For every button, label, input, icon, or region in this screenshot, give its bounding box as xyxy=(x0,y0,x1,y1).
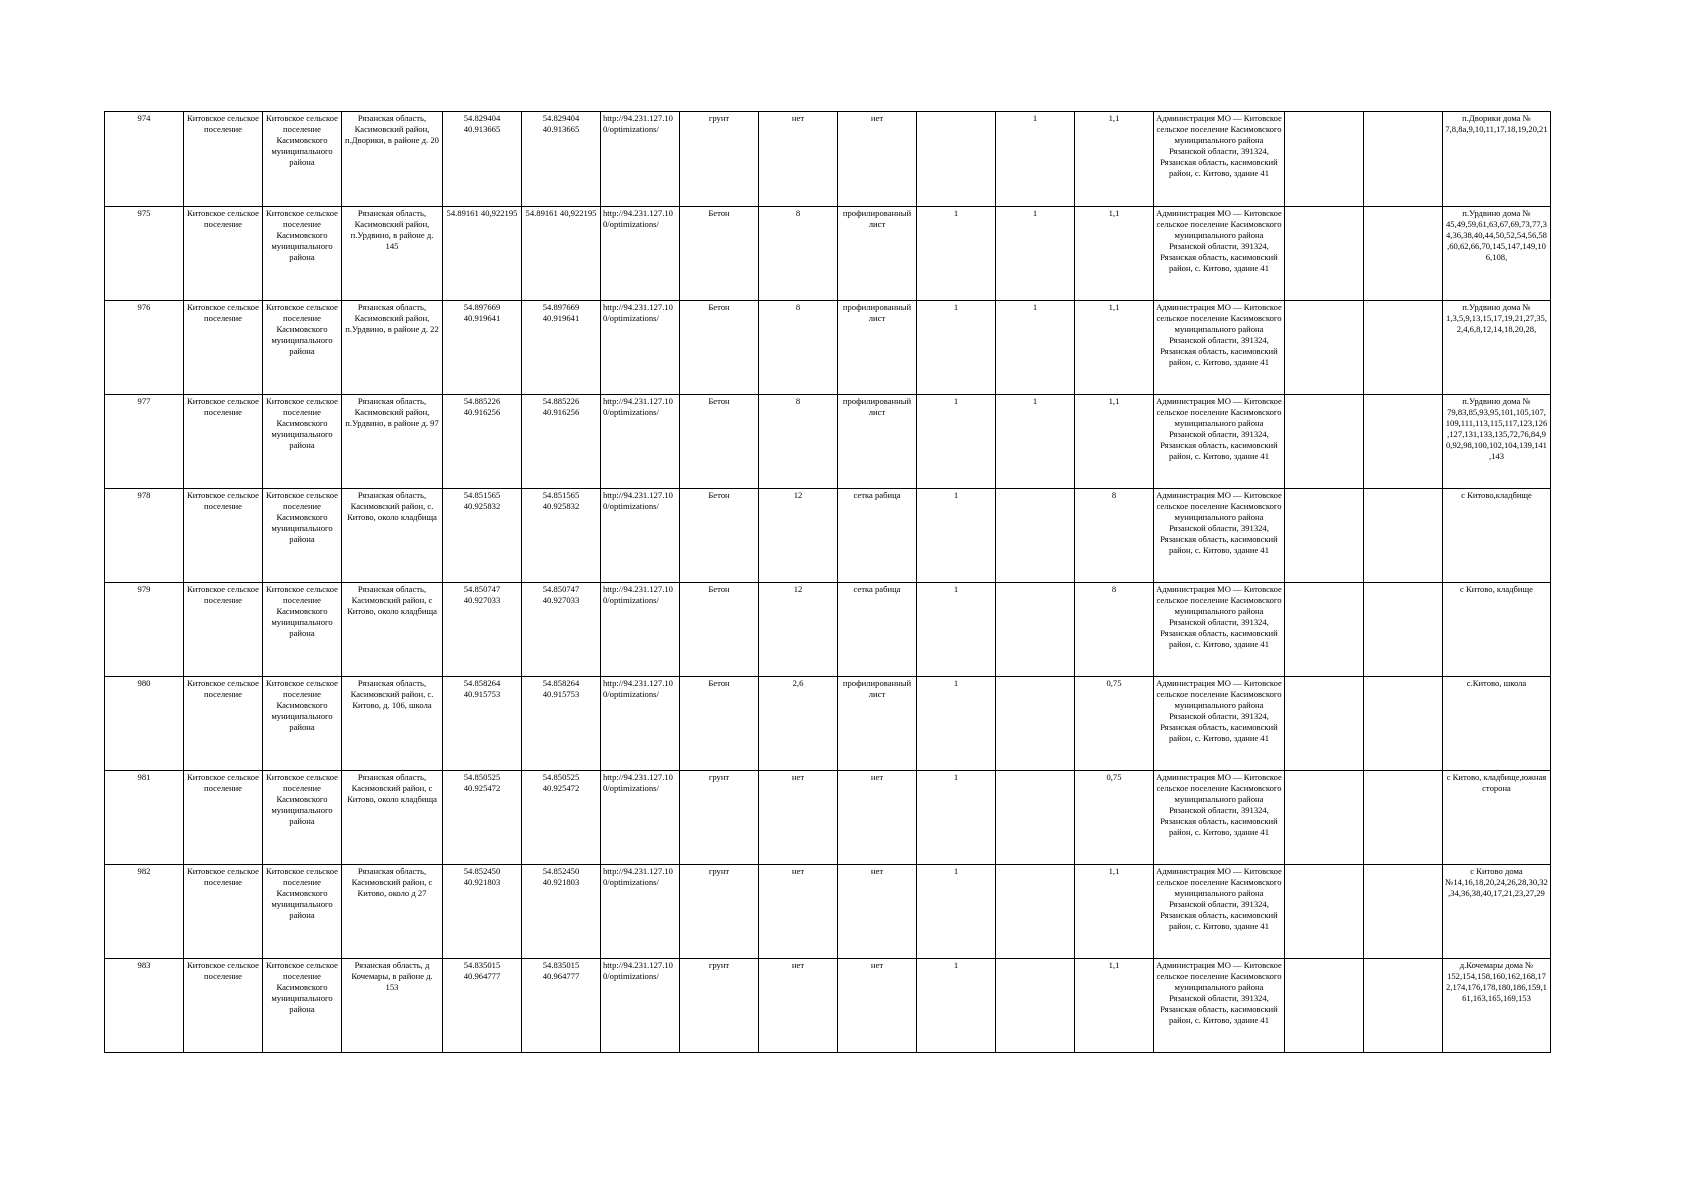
admin-cell: Администрация МО — Китовское сельское поселение Касимовского муниципального района Рязанской области, 391324, Рязанская область, касимовский район, с. Китово, здание 41 xyxy=(1154,677,1285,771)
settlement-cell: Китовское сельское поселение xyxy=(184,207,263,301)
owner-cell: Китовское сельское поселение Касимовского муниципального района xyxy=(263,771,342,865)
empty-cell-2 xyxy=(1364,865,1443,959)
count-cell: 1 xyxy=(917,771,996,865)
address-cell: Рязанская область, Касимовский район, с. Китово, д. 106, школа xyxy=(342,677,443,771)
coordinates-cell-2: 54.897669 40.919641 xyxy=(522,301,601,395)
settlement-cell: Китовское сельское поселение xyxy=(184,112,263,207)
settlement-cell: Китовское сельское поселение xyxy=(184,395,263,489)
table-row xyxy=(105,489,1551,583)
area-cell: нет xyxy=(759,112,838,207)
owner-cell: Китовское сельское поселение Касимовского муниципального района xyxy=(263,301,342,395)
admin-cell: Администрация МО — Китовское сельское поселение Касимовского муниципального района Рязанской области, 391324, Рязанская область, касимовский район, с. Китово, здание 41 xyxy=(1154,301,1285,395)
link-cell: http://94.231.127.100/optimizations/ xyxy=(601,207,680,301)
admin-cell: Администрация МО — Китовское сельское поселение Касимовского муниципального района Рязанской области, 391324, Рязанская область, касимовский район, с. Китово, здание 41 xyxy=(1154,865,1285,959)
count-cell: 1 xyxy=(917,301,996,395)
address-cell: Рязанская область, Касимовский район, п.Урдвино, в районе д. 22 xyxy=(342,301,443,395)
row-number: 979 xyxy=(105,583,184,677)
link-cell: http://94.231.127.100/optimizations/ xyxy=(601,489,680,583)
table-row xyxy=(105,771,1551,865)
count-cell: 1 xyxy=(917,207,996,301)
settlement-cell: Китовское сельское поселение xyxy=(184,489,263,583)
link-cell: http://94.231.127.100/optimizations/ xyxy=(601,771,680,865)
fence-cell: профилированный лист xyxy=(838,301,917,395)
coordinates-cell-2: 54.850747 40.927033 xyxy=(522,583,601,677)
count-cell: 1 xyxy=(917,489,996,583)
area-cell: 8 xyxy=(759,207,838,301)
count-cell-2 xyxy=(996,489,1075,583)
empty-cell-2 xyxy=(1364,771,1443,865)
area-cell: нет xyxy=(759,865,838,959)
empty-cell-2 xyxy=(1364,207,1443,301)
admin-cell: Администрация МО — Китовское сельское поселение Касимовского муниципального района Рязанской области, 391324, Рязанская область, касимовский район, с. Китово, здание 41 xyxy=(1154,395,1285,489)
count-cell-2 xyxy=(996,583,1075,677)
coordinates-cell: 54.858264 40.915753 xyxy=(443,677,522,771)
coordinates-cell: 54.850525 40.925472 xyxy=(443,771,522,865)
surface-cell: Бетон xyxy=(680,583,759,677)
empty-cell xyxy=(1285,583,1364,677)
area-cell: нет xyxy=(759,959,838,1053)
link-cell: http://94.231.127.100/optimizations/ xyxy=(601,112,680,207)
sources-cell: с Китово, кладбище,южная сторона xyxy=(1443,771,1551,865)
row-number: 982 xyxy=(105,865,184,959)
owner-cell: Китовское сельское поселение Касимовского муниципального района xyxy=(263,395,342,489)
admin-cell: Администрация МО — Китовское сельское поселение Касимовского муниципального района Рязанской области, 391324, Рязанская область, касимовский район, с. Китово, здание 41 xyxy=(1154,112,1285,207)
settlement-cell: Китовское сельское поселение xyxy=(184,583,263,677)
fence-cell: сетка рабица xyxy=(838,489,917,583)
settlement-cell: Китовское сельское поселение xyxy=(184,771,263,865)
owner-cell: Китовское сельское поселение Касимовского муниципального района xyxy=(263,207,342,301)
row-number: 977 xyxy=(105,395,184,489)
count-cell: 1 xyxy=(917,677,996,771)
owner-cell: Китовское сельское поселение Касимовского муниципального района xyxy=(263,677,342,771)
fence-cell: нет xyxy=(838,771,917,865)
table-row xyxy=(105,959,1551,1053)
count-cell: 1 xyxy=(917,395,996,489)
volume-cell: 0,75 xyxy=(1075,771,1154,865)
area-cell: 8 xyxy=(759,395,838,489)
sources-cell: с Китово,кладбище xyxy=(1443,489,1551,583)
empty-cell-2 xyxy=(1364,489,1443,583)
admin-cell: Администрация МО — Китовское сельское поселение Касимовского муниципального района Рязанской области, 391324, Рязанская область, касимовский район, с. Китово, здание 41 xyxy=(1154,771,1285,865)
empty-cell xyxy=(1285,677,1364,771)
fence-cell: нет xyxy=(838,865,917,959)
surface-cell: Бетон xyxy=(680,489,759,583)
empty-cell-2 xyxy=(1364,301,1443,395)
link-cell: http://94.231.127.100/optimizations/ xyxy=(601,395,680,489)
volume-cell: 1,1 xyxy=(1075,959,1154,1053)
count-cell-2 xyxy=(996,771,1075,865)
address-cell: Рязанская область, д Кочемары, в районе д. 153 xyxy=(342,959,443,1053)
admin-cell: Администрация МО — Китовское сельское поселение Касимовского муниципального района Рязанской области, 391324, Рязанская область, касимовский район, с. Китово, здание 41 xyxy=(1154,207,1285,301)
empty-cell-2 xyxy=(1364,677,1443,771)
empty-cell-2 xyxy=(1364,112,1443,207)
surface-cell: грунт xyxy=(680,771,759,865)
coordinates-cell: 54.850747 40.927033 xyxy=(443,583,522,677)
coordinates-cell-2: 54.829404 40.913665 xyxy=(522,112,601,207)
empty-cell xyxy=(1285,301,1364,395)
volume-cell: 8 xyxy=(1075,583,1154,677)
surface-cell: грунт xyxy=(680,865,759,959)
address-cell: Рязанская область, Касимовский район, с Китово, около д 27 xyxy=(342,865,443,959)
owner-cell: Китовское сельское поселение Касимовского муниципального района xyxy=(263,865,342,959)
surface-cell: грунт xyxy=(680,959,759,1053)
address-cell: Рязанская область, Касимовский район, с. Китово, около кладбища xyxy=(342,489,443,583)
address-cell: Рязанская область, Касимовский район, с Китово, около кладбища xyxy=(342,583,443,677)
table-row xyxy=(105,112,1551,207)
count-cell-2: 1 xyxy=(996,301,1075,395)
count-cell: 1 xyxy=(917,583,996,677)
table-row xyxy=(105,865,1551,959)
fence-cell: профилированный лист xyxy=(838,207,917,301)
coordinates-cell: 54.835015 40.964777 xyxy=(443,959,522,1053)
area-cell: 12 xyxy=(759,489,838,583)
link-cell: http://94.231.127.100/optimizations/ xyxy=(601,865,680,959)
coordinates-cell: 54.89161 40,922195 xyxy=(443,207,522,301)
count-cell: 1 xyxy=(917,959,996,1053)
area-cell: нет xyxy=(759,771,838,865)
coordinates-cell-2: 54.858264 40.915753 xyxy=(522,677,601,771)
coordinates-cell-2: 54.89161 40,922195 xyxy=(522,207,601,301)
owner-cell: Китовское сельское поселение Касимовского муниципального района xyxy=(263,112,342,207)
area-cell: 8 xyxy=(759,301,838,395)
address-cell: Рязанская область, Касимовский район, п.Урдвино, в районе д. 97 xyxy=(342,395,443,489)
count-cell-2: 1 xyxy=(996,207,1075,301)
row-number: 983 xyxy=(105,959,184,1053)
row-number: 978 xyxy=(105,489,184,583)
surface-cell: Бетон xyxy=(680,301,759,395)
admin-cell: Администрация МО — Китовское сельское поселение Касимовского муниципального района Рязанской области, 391324, Рязанская область, касимовский район, с. Китово, здание 41 xyxy=(1154,583,1285,677)
empty-cell xyxy=(1285,207,1364,301)
count-cell-2 xyxy=(996,865,1075,959)
sources-cell: п.Урдвино дома № 79,83,85,93,95,101,105,107,109,111,113,115,117,123,126,127,131,133,135,72,76,84,90,92,98,100,102,104,139,141,143 xyxy=(1443,395,1551,489)
volume-cell: 1,1 xyxy=(1075,301,1154,395)
admin-cell: Администрация МО — Китовское сельское поселение Касимовского муниципального района Рязанской области, 391324, Рязанская область, касимовский район, с. Китово, здание 41 xyxy=(1154,489,1285,583)
link-cell: http://94.231.127.100/optimizations/ xyxy=(601,583,680,677)
volume-cell: 0,75 xyxy=(1075,677,1154,771)
fence-cell: профилированный лист xyxy=(838,395,917,489)
coordinates-cell: 54.851565 40.925832 xyxy=(443,489,522,583)
empty-cell xyxy=(1285,865,1364,959)
count-cell-2 xyxy=(996,677,1075,771)
surface-cell: Бетон xyxy=(680,677,759,771)
table-row xyxy=(105,677,1551,771)
coordinates-cell-2: 54.851565 40.925832 xyxy=(522,489,601,583)
coordinates-cell-2: 54.852450 40.921803 xyxy=(522,865,601,959)
coordinates-cell: 54.897669 40.919641 xyxy=(443,301,522,395)
owner-cell: Китовское сельское поселение Касимовского муниципального района xyxy=(263,583,342,677)
settlement-cell: Китовское сельское поселение xyxy=(184,865,263,959)
sources-cell: с Китово дома №14,16,18,20,24,26,28,30,32,34,36,38,40,17,21,23,27,29 xyxy=(1443,865,1551,959)
link-cell: http://94.231.127.100/optimizations/ xyxy=(601,959,680,1053)
empty-cell-2 xyxy=(1364,583,1443,677)
empty-cell xyxy=(1285,771,1364,865)
address-cell: Рязанская область, Касимовский район, п.Дворики, в районе д. 20 xyxy=(342,112,443,207)
volume-cell: 1,1 xyxy=(1075,865,1154,959)
volume-cell: 1,1 xyxy=(1075,395,1154,489)
settlement-cell: Китовское сельское поселение xyxy=(184,301,263,395)
coordinates-cell-2: 54.835015 40.964777 xyxy=(522,959,601,1053)
fence-cell: нет xyxy=(838,112,917,207)
settlement-cell: Китовское сельское поселение xyxy=(184,677,263,771)
sources-cell: п.Урдвино дома № 1,3,5,9,13,15,17,19,21,27,35,2,4,6,8,12,14,18,20,28, xyxy=(1443,301,1551,395)
sources-cell: п.Дворики дома № 7,8,8а,9,10,11,17,18,19,20,21 xyxy=(1443,112,1551,207)
table-row xyxy=(105,395,1551,489)
empty-cell-2 xyxy=(1364,395,1443,489)
row-number: 976 xyxy=(105,301,184,395)
surface-cell: грунт xyxy=(680,112,759,207)
area-cell: 12 xyxy=(759,583,838,677)
coordinates-cell-2: 54.885226 40.916256 xyxy=(522,395,601,489)
surface-cell: Бетон xyxy=(680,207,759,301)
fence-cell: нет xyxy=(838,959,917,1053)
fence-cell: сетка рабица xyxy=(838,583,917,677)
count-cell: 1 xyxy=(917,865,996,959)
link-cell: http://94.231.127.100/optimizations/ xyxy=(601,301,680,395)
table-row xyxy=(105,207,1551,301)
count-cell-2: 1 xyxy=(996,112,1075,207)
empty-cell-2 xyxy=(1364,959,1443,1053)
volume-cell: 1,1 xyxy=(1075,112,1154,207)
owner-cell: Китовское сельское поселение Касимовского муниципального района xyxy=(263,959,342,1053)
coordinates-cell: 54.885226 40.916256 xyxy=(443,395,522,489)
sources-cell: д.Кочемары дома № 152,154,158,160,162,168,172,174,176,178,180,186,159,161,163,165,169,153 xyxy=(1443,959,1551,1053)
sources-cell: с.Китово, школа xyxy=(1443,677,1551,771)
fence-cell: профилированный лист xyxy=(838,677,917,771)
count-cell-2 xyxy=(996,959,1075,1053)
row-number: 974 xyxy=(105,112,184,207)
empty-cell xyxy=(1285,489,1364,583)
link-cell: http://94.231.127.100/optimizations/ xyxy=(601,677,680,771)
empty-cell xyxy=(1285,112,1364,207)
area-cell: 2,6 xyxy=(759,677,838,771)
coordinates-cell: 54.829404 40.913665 xyxy=(443,112,522,207)
address-cell: Рязанская область, Касимовский район, п.Урдвино, в районе д. 145 xyxy=(342,207,443,301)
owner-cell: Китовское сельское поселение Касимовского муниципального района xyxy=(263,489,342,583)
volume-cell: 8 xyxy=(1075,489,1154,583)
count-cell-2: 1 xyxy=(996,395,1075,489)
sources-cell: с Китово, кладбище xyxy=(1443,583,1551,677)
table-row xyxy=(105,301,1551,395)
empty-cell xyxy=(1285,395,1364,489)
row-number: 975 xyxy=(105,207,184,301)
registry-table xyxy=(104,111,1551,1053)
admin-cell: Администрация МО — Китовское сельское поселение Касимовского муниципального района Рязанской области, 391324, Рязанская область, касимовский район, с. Китово, здание 41 xyxy=(1154,959,1285,1053)
sources-cell: п.Урдвино дома № 45,49,59,61,63,67,69,73,77,34,36,38,40,44,50,52,54,56,58,60,62,66,70,145,147,149,106,108, xyxy=(1443,207,1551,301)
row-number: 981 xyxy=(105,771,184,865)
address-cell: Рязанская область, Касимовский район, с Китово, около кладбища xyxy=(342,771,443,865)
settlement-cell: Китовское сельское поселение xyxy=(184,959,263,1053)
coordinates-cell-2: 54.850525 40.925472 xyxy=(522,771,601,865)
coordinates-cell: 54.852450 40.921803 xyxy=(443,865,522,959)
table-row xyxy=(105,583,1551,677)
surface-cell: Бетон xyxy=(680,395,759,489)
row-number: 980 xyxy=(105,677,184,771)
count-cell xyxy=(917,112,996,207)
empty-cell xyxy=(1285,959,1364,1053)
volume-cell: 1,1 xyxy=(1075,207,1154,301)
